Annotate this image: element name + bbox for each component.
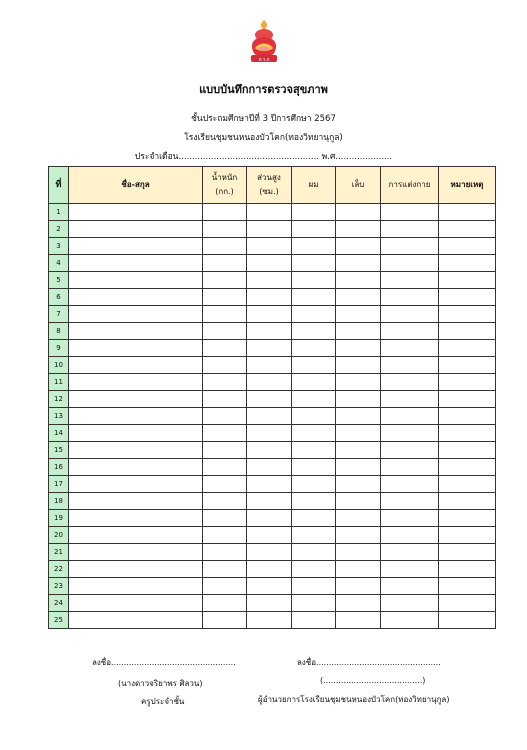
form-title: แบบบันทึกการตรวจสุขภาพ bbox=[199, 83, 328, 96]
row-number: 4 bbox=[49, 255, 69, 272]
table-row bbox=[49, 561, 496, 578]
table-row bbox=[49, 612, 496, 629]
dress-cell bbox=[381, 578, 439, 595]
hair-cell bbox=[292, 544, 336, 561]
row-number: 5 bbox=[49, 272, 69, 289]
right-signer-name: (.......................................) bbox=[320, 676, 426, 685]
name-cell bbox=[69, 527, 203, 544]
table-row bbox=[49, 289, 496, 306]
hair-cell bbox=[292, 306, 336, 323]
dress-cell bbox=[381, 357, 439, 374]
table-row bbox=[49, 391, 496, 408]
dress-cell bbox=[381, 459, 439, 476]
table-row bbox=[49, 204, 496, 221]
hair-cell bbox=[292, 476, 336, 493]
row-number: 11 bbox=[49, 374, 69, 391]
dress-cell bbox=[381, 340, 439, 357]
table-row bbox=[49, 425, 496, 442]
table-row bbox=[49, 323, 496, 340]
row-number: 3 bbox=[49, 238, 69, 255]
hair-cell bbox=[292, 527, 336, 544]
row-number: 20 bbox=[49, 527, 69, 544]
name-cell bbox=[69, 255, 203, 272]
note-cell bbox=[439, 374, 496, 391]
note-cell bbox=[439, 595, 496, 612]
name-cell bbox=[69, 408, 203, 425]
weight-cell bbox=[203, 442, 247, 459]
name-cell bbox=[69, 374, 203, 391]
hair-cell bbox=[292, 612, 336, 629]
height-cell bbox=[247, 408, 292, 425]
nails-cell bbox=[336, 340, 381, 357]
dress-cell bbox=[381, 493, 439, 510]
height-cell bbox=[247, 374, 292, 391]
table-row bbox=[49, 476, 496, 493]
header-no: ที่ bbox=[49, 167, 69, 204]
table-row bbox=[49, 442, 496, 459]
header-dress: การแต่งกาย bbox=[381, 167, 439, 204]
name-cell bbox=[69, 391, 203, 408]
table-row bbox=[49, 595, 496, 612]
height-cell bbox=[247, 357, 292, 374]
weight-cell bbox=[203, 255, 247, 272]
name-cell bbox=[69, 544, 203, 561]
table-header-row bbox=[49, 167, 496, 204]
name-cell bbox=[69, 357, 203, 374]
note-cell bbox=[439, 408, 496, 425]
weight-cell bbox=[203, 476, 247, 493]
nails-cell bbox=[336, 357, 381, 374]
name-cell bbox=[69, 493, 203, 510]
note-cell bbox=[439, 323, 496, 340]
table-row bbox=[49, 374, 496, 391]
row-number: 10 bbox=[49, 357, 69, 374]
table-row bbox=[49, 408, 496, 425]
hair-cell bbox=[292, 578, 336, 595]
name-cell bbox=[69, 238, 203, 255]
header-height bbox=[247, 167, 292, 204]
nails-cell bbox=[336, 221, 381, 238]
nails-cell bbox=[336, 510, 381, 527]
row-number: 14 bbox=[49, 425, 69, 442]
table-row bbox=[49, 238, 496, 255]
row-number: 8 bbox=[49, 323, 69, 340]
row-number: 1 bbox=[49, 204, 69, 221]
row-number: 15 bbox=[49, 442, 69, 459]
dress-cell bbox=[381, 425, 439, 442]
nails-cell bbox=[336, 527, 381, 544]
height-cell bbox=[247, 595, 292, 612]
left-signer-name: (นางดาวจริยาพร ศิลวน) bbox=[118, 679, 203, 688]
note-cell bbox=[439, 425, 496, 442]
height-cell bbox=[247, 255, 292, 272]
left-signature-line: ลงชื่อ................................................. bbox=[92, 658, 236, 667]
hair-cell bbox=[292, 289, 336, 306]
nails-cell bbox=[336, 544, 381, 561]
row-number: 24 bbox=[49, 595, 69, 612]
dress-cell bbox=[381, 408, 439, 425]
nails-cell bbox=[336, 391, 381, 408]
dress-cell bbox=[381, 374, 439, 391]
dress-cell bbox=[381, 544, 439, 561]
height-cell bbox=[247, 340, 292, 357]
note-cell bbox=[439, 612, 496, 629]
note-cell bbox=[439, 561, 496, 578]
dress-cell bbox=[381, 510, 439, 527]
hair-cell bbox=[292, 340, 336, 357]
note-cell bbox=[439, 272, 496, 289]
height-cell bbox=[247, 272, 292, 289]
note-cell bbox=[439, 544, 496, 561]
logo-text: ท.ว.ก bbox=[258, 57, 270, 63]
hair-cell bbox=[292, 323, 336, 340]
dress-cell bbox=[381, 391, 439, 408]
table-row bbox=[49, 221, 496, 238]
weight-cell bbox=[203, 391, 247, 408]
height-cell bbox=[247, 578, 292, 595]
health-record-table bbox=[48, 166, 496, 629]
name-cell bbox=[69, 442, 203, 459]
weight-cell bbox=[203, 493, 247, 510]
school-name: โรงเรียนชุมชนหนองบัวโคก(ทองวิทยานุกูล) bbox=[184, 133, 343, 143]
nails-cell bbox=[336, 272, 381, 289]
dress-cell bbox=[381, 289, 439, 306]
table-row bbox=[49, 510, 496, 527]
right-signature-line: ลงชื่อ................................................. bbox=[297, 658, 441, 667]
weight-cell bbox=[203, 578, 247, 595]
name-cell bbox=[69, 425, 203, 442]
header-height-unit: (ซม.) bbox=[259, 187, 279, 196]
height-cell bbox=[247, 425, 292, 442]
weight-cell bbox=[203, 340, 247, 357]
note-cell bbox=[439, 289, 496, 306]
hair-cell bbox=[292, 493, 336, 510]
nails-cell bbox=[336, 289, 381, 306]
nails-cell bbox=[336, 561, 381, 578]
header-nails: เล็บ bbox=[336, 167, 381, 204]
dress-cell bbox=[381, 323, 439, 340]
month-line: ประจำเดือน.................................................... พ.ศ..................... bbox=[134, 152, 393, 162]
weight-cell bbox=[203, 272, 247, 289]
name-cell bbox=[69, 323, 203, 340]
table-row bbox=[49, 459, 496, 476]
row-number: 17 bbox=[49, 476, 69, 493]
nails-cell bbox=[336, 204, 381, 221]
note-cell bbox=[439, 204, 496, 221]
weight-cell bbox=[203, 221, 247, 238]
dress-cell bbox=[381, 272, 439, 289]
hair-cell bbox=[292, 510, 336, 527]
weight-cell bbox=[203, 408, 247, 425]
weight-cell bbox=[203, 544, 247, 561]
row-number: 19 bbox=[49, 510, 69, 527]
name-cell bbox=[69, 272, 203, 289]
header-note: หมายเหตุ bbox=[439, 167, 496, 204]
nails-cell bbox=[336, 425, 381, 442]
hair-cell bbox=[292, 357, 336, 374]
nails-cell bbox=[336, 578, 381, 595]
school-logo bbox=[247, 18, 281, 64]
dress-cell bbox=[381, 561, 439, 578]
height-cell bbox=[247, 391, 292, 408]
name-cell bbox=[69, 306, 203, 323]
weight-cell bbox=[203, 289, 247, 306]
table-row bbox=[49, 306, 496, 323]
nails-cell bbox=[336, 493, 381, 510]
note-cell bbox=[439, 527, 496, 544]
name-cell bbox=[69, 595, 203, 612]
header-name: ชื่อ-สกุล bbox=[69, 167, 203, 204]
nails-cell bbox=[336, 255, 381, 272]
dress-cell bbox=[381, 442, 439, 459]
dress-cell bbox=[381, 238, 439, 255]
dress-cell bbox=[381, 476, 439, 493]
note-cell bbox=[439, 221, 496, 238]
weight-cell bbox=[203, 374, 247, 391]
weight-cell bbox=[203, 459, 247, 476]
row-number: 7 bbox=[49, 306, 69, 323]
note-cell bbox=[439, 510, 496, 527]
row-number: 13 bbox=[49, 408, 69, 425]
weight-cell bbox=[203, 357, 247, 374]
nails-cell bbox=[336, 306, 381, 323]
name-cell bbox=[69, 459, 203, 476]
dress-cell bbox=[381, 612, 439, 629]
class-year: ชั้นประถมศึกษาปีที่ 3 ปีการศึกษา 2567 bbox=[191, 114, 336, 124]
weight-cell bbox=[203, 510, 247, 527]
height-cell bbox=[247, 612, 292, 629]
name-cell bbox=[69, 561, 203, 578]
hair-cell bbox=[292, 459, 336, 476]
dress-cell bbox=[381, 527, 439, 544]
table-row bbox=[49, 578, 496, 595]
hair-cell bbox=[292, 272, 336, 289]
note-cell bbox=[439, 391, 496, 408]
nails-cell bbox=[336, 476, 381, 493]
hair-cell bbox=[292, 204, 336, 221]
row-number: 22 bbox=[49, 561, 69, 578]
height-cell bbox=[247, 442, 292, 459]
hair-cell bbox=[292, 255, 336, 272]
nails-cell bbox=[336, 442, 381, 459]
row-number: 21 bbox=[49, 544, 69, 561]
weight-cell bbox=[203, 323, 247, 340]
header-weight-label: น้ำหนัก bbox=[211, 173, 238, 182]
row-number: 23 bbox=[49, 578, 69, 595]
table-row bbox=[49, 340, 496, 357]
weight-cell bbox=[203, 561, 247, 578]
header-weight-unit: (กก.) bbox=[215, 187, 234, 196]
height-cell bbox=[247, 238, 292, 255]
name-cell bbox=[69, 289, 203, 306]
dress-cell bbox=[381, 306, 439, 323]
height-cell bbox=[247, 204, 292, 221]
height-cell bbox=[247, 493, 292, 510]
nails-cell bbox=[336, 408, 381, 425]
weight-cell bbox=[203, 306, 247, 323]
note-cell bbox=[439, 459, 496, 476]
name-cell bbox=[69, 204, 203, 221]
note-cell bbox=[439, 578, 496, 595]
hair-cell bbox=[292, 391, 336, 408]
name-cell bbox=[69, 221, 203, 238]
height-cell bbox=[247, 306, 292, 323]
name-cell bbox=[69, 612, 203, 629]
note-cell bbox=[439, 306, 496, 323]
name-cell bbox=[69, 510, 203, 527]
weight-cell bbox=[203, 204, 247, 221]
height-cell bbox=[247, 527, 292, 544]
row-number: 12 bbox=[49, 391, 69, 408]
nails-cell bbox=[336, 595, 381, 612]
table-row bbox=[49, 544, 496, 561]
header-hair: ผม bbox=[292, 167, 336, 204]
height-cell bbox=[247, 561, 292, 578]
table-row bbox=[49, 272, 496, 289]
nails-cell bbox=[336, 612, 381, 629]
dress-cell bbox=[381, 595, 439, 612]
table-row bbox=[49, 527, 496, 544]
dress-cell bbox=[381, 204, 439, 221]
left-signer-role: ครูประจำชั้น bbox=[141, 697, 185, 706]
nails-cell bbox=[336, 238, 381, 255]
note-cell bbox=[439, 340, 496, 357]
nails-cell bbox=[336, 323, 381, 340]
height-cell bbox=[247, 459, 292, 476]
dress-cell bbox=[381, 221, 439, 238]
height-cell bbox=[247, 476, 292, 493]
weight-cell bbox=[203, 595, 247, 612]
note-cell bbox=[439, 442, 496, 459]
hair-cell bbox=[292, 408, 336, 425]
row-number: 25 bbox=[49, 612, 69, 629]
height-cell bbox=[247, 221, 292, 238]
weight-cell bbox=[203, 425, 247, 442]
row-number: 16 bbox=[49, 459, 69, 476]
row-number: 9 bbox=[49, 340, 69, 357]
height-cell bbox=[247, 510, 292, 527]
hair-cell bbox=[292, 561, 336, 578]
height-cell bbox=[247, 544, 292, 561]
name-cell bbox=[69, 340, 203, 357]
row-number: 18 bbox=[49, 493, 69, 510]
weight-cell bbox=[203, 527, 247, 544]
header-height-label: ส่วนสูง bbox=[257, 173, 281, 182]
hair-cell bbox=[292, 221, 336, 238]
header-weight bbox=[203, 167, 247, 204]
hair-cell bbox=[292, 595, 336, 612]
hair-cell bbox=[292, 374, 336, 391]
weight-cell bbox=[203, 612, 247, 629]
note-cell bbox=[439, 493, 496, 510]
name-cell bbox=[69, 578, 203, 595]
weight-cell bbox=[203, 238, 247, 255]
row-number: 2 bbox=[49, 221, 69, 238]
note-cell bbox=[439, 357, 496, 374]
nails-cell bbox=[336, 459, 381, 476]
nails-cell bbox=[336, 374, 381, 391]
hair-cell bbox=[292, 238, 336, 255]
hair-cell bbox=[292, 442, 336, 459]
hair-cell bbox=[292, 425, 336, 442]
table-row bbox=[49, 357, 496, 374]
note-cell bbox=[439, 238, 496, 255]
dress-cell bbox=[381, 255, 439, 272]
note-cell bbox=[439, 255, 496, 272]
row-number: 6 bbox=[49, 289, 69, 306]
right-signer-role: ผู้อำนวยการโรงเรียนชุมชนหนองบัวโคก(ทองวิทยานุกูล) bbox=[258, 695, 450, 704]
height-cell bbox=[247, 289, 292, 306]
note-cell bbox=[439, 476, 496, 493]
table-row bbox=[49, 255, 496, 272]
table-row bbox=[49, 493, 496, 510]
height-cell bbox=[247, 323, 292, 340]
name-cell bbox=[69, 476, 203, 493]
